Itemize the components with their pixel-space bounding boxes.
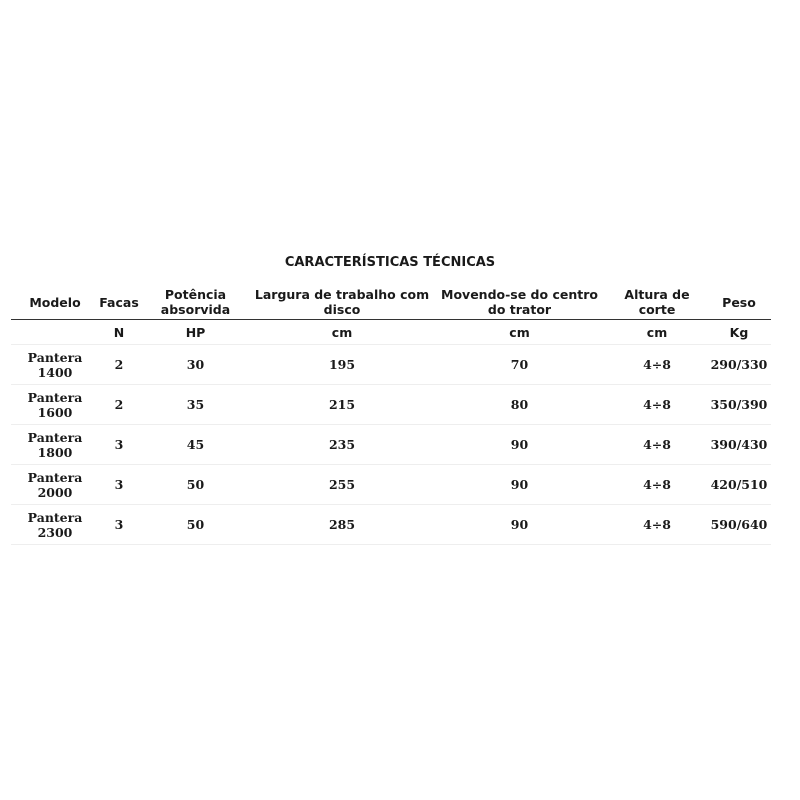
model-number: 2000 bbox=[37, 484, 73, 500]
model-number: 1800 bbox=[37, 444, 73, 460]
largura-cell: 255 bbox=[252, 465, 432, 505]
facas-cell: 2 bbox=[99, 385, 139, 425]
table-row bbox=[11, 425, 771, 465]
facas-cell: 2 bbox=[99, 345, 139, 385]
model-number: 2300 bbox=[37, 524, 73, 540]
unit-row bbox=[11, 320, 771, 345]
potencia-cell: 45 bbox=[139, 425, 252, 465]
table-row bbox=[11, 465, 771, 505]
potencia-cell: 50 bbox=[139, 505, 252, 545]
potencia-cell: 50 bbox=[139, 465, 252, 505]
header-altura: Altura de corte bbox=[607, 285, 707, 320]
unit-facas: N bbox=[99, 320, 139, 345]
header-facas: Facas bbox=[99, 285, 139, 320]
table-row bbox=[11, 385, 771, 425]
model-cell bbox=[11, 385, 99, 425]
altura-cell: 4÷8 bbox=[607, 385, 707, 425]
specs-table bbox=[11, 285, 771, 545]
movendo-cell: 90 bbox=[432, 505, 607, 545]
model-number: 1600 bbox=[37, 404, 73, 420]
altura-cell: 4÷8 bbox=[607, 345, 707, 385]
largura-cell: 285 bbox=[252, 505, 432, 545]
movendo-cell: 80 bbox=[432, 385, 607, 425]
movendo-cell: 90 bbox=[432, 425, 607, 465]
peso-cell: 590/640 bbox=[707, 505, 771, 545]
model-name: Pantera bbox=[27, 389, 83, 405]
peso-cell: 290/330 bbox=[707, 345, 771, 385]
largura-cell: 215 bbox=[252, 385, 432, 425]
model-name: Pantera bbox=[27, 469, 83, 485]
unit-potencia: HP bbox=[139, 320, 252, 345]
model-cell bbox=[11, 345, 99, 385]
largura-cell: 195 bbox=[252, 345, 432, 385]
peso-cell: 420/510 bbox=[707, 465, 771, 505]
model-cell bbox=[11, 465, 99, 505]
altura-cell: 4÷8 bbox=[607, 465, 707, 505]
unit-peso: Kg bbox=[707, 320, 771, 345]
facas-cell: 3 bbox=[99, 465, 139, 505]
header-row bbox=[11, 285, 771, 320]
altura-cell: 4÷8 bbox=[607, 425, 707, 465]
model-name: Pantera bbox=[27, 509, 83, 525]
table-row bbox=[11, 345, 771, 385]
model-cell bbox=[11, 505, 99, 545]
facas-cell: 3 bbox=[99, 505, 139, 545]
table-row bbox=[11, 505, 771, 545]
table-title: CARACTERÍSTICAS TÉCNICAS bbox=[284, 255, 496, 270]
facas-cell: 3 bbox=[99, 425, 139, 465]
header-movendo: Movendo-se do centro do trator bbox=[432, 285, 607, 320]
altura-cell: 4÷8 bbox=[607, 505, 707, 545]
unit-largura: cm bbox=[252, 320, 432, 345]
movendo-cell: 70 bbox=[432, 345, 607, 385]
potencia-cell: 35 bbox=[139, 385, 252, 425]
model-cell bbox=[11, 425, 99, 465]
unit-modelo bbox=[11, 320, 99, 345]
movendo-cell: 90 bbox=[432, 465, 607, 505]
header-modelo: Modelo bbox=[11, 285, 99, 320]
header-peso: Peso bbox=[707, 285, 771, 320]
unit-altura: cm bbox=[607, 320, 707, 345]
unit-movendo: cm bbox=[432, 320, 607, 345]
peso-cell: 350/390 bbox=[707, 385, 771, 425]
model-name: Pantera bbox=[27, 349, 83, 365]
potencia-cell: 30 bbox=[139, 345, 252, 385]
model-number: 1400 bbox=[37, 364, 73, 380]
peso-cell: 390/430 bbox=[707, 425, 771, 465]
header-potencia: Potência absorvida bbox=[139, 285, 252, 320]
model-name: Pantera bbox=[27, 429, 83, 445]
largura-cell: 235 bbox=[252, 425, 432, 465]
header-largura: Largura de trabalho com disco bbox=[252, 285, 432, 320]
